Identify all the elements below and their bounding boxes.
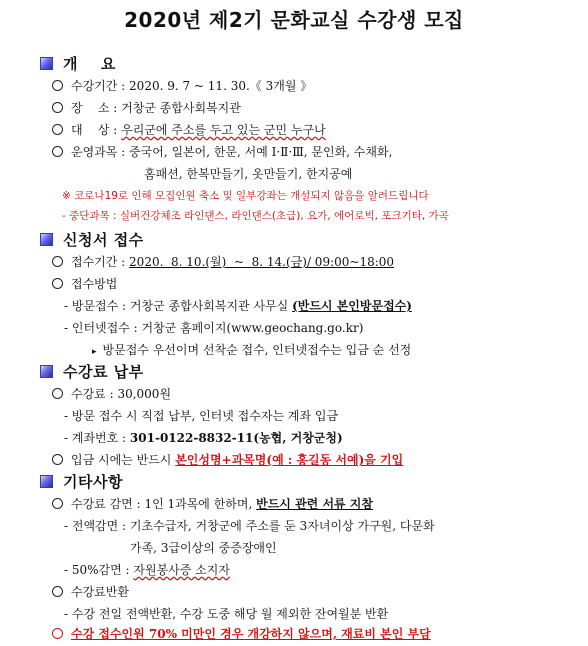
application-period xyxy=(52,252,394,272)
circle-bullet-icon xyxy=(52,454,63,465)
discount-text: 수강료 감면 : 1인 1과목에 한하며, xyxy=(71,497,257,511)
square-bullet-icon xyxy=(40,57,53,70)
overview-place xyxy=(52,98,241,118)
circle-bullet-icon xyxy=(52,256,63,267)
period-label: 수강기간 : xyxy=(71,79,130,93)
fee-label: 수강료 : xyxy=(71,387,118,401)
refund-label: 수강료반환 xyxy=(71,585,129,599)
fee-payment: - 방문 접수 시 직접 납부, 인터넷 접수자는 계좌 입금 xyxy=(64,409,339,423)
overview-period xyxy=(52,76,312,96)
circle-bullet-icon xyxy=(52,146,63,157)
circle-bullet-icon xyxy=(52,80,63,91)
circle-bullet-icon xyxy=(52,586,63,597)
closing-notice-text: 수강 접수인원 70% 미만인 경우 개강하지 않으며, xyxy=(71,627,342,641)
online-application: - 인터넷접수 : 거창군 홈페이지(www.geochang.go.kr) xyxy=(64,321,364,335)
visit-emphasis: (반드시 본인방문접수) xyxy=(292,299,412,313)
deposit-emphasis: 본인성명+과목명(예 : 홍길동 서예)을 기입 xyxy=(175,453,404,467)
closing-notice xyxy=(52,624,431,644)
overview-courses-line2: 홈패션, 한복만들기, 옷만들기, 한지공예 xyxy=(144,167,353,181)
priority-text: 방문접수 우선이며 선착순 접수, 인터넷접수는 입금 순 선정 xyxy=(102,343,412,357)
period-value: 2020. 9. 7 ~ 11. 30.《 3개월 》 xyxy=(129,79,313,93)
section-application-title: 신청서 접수 xyxy=(63,230,144,249)
refund-detail: - 수강 전일 전액반환, 수강 도중 해당 월 제외한 잔여월분 반환 xyxy=(64,607,389,621)
square-bullet-icon xyxy=(40,475,53,488)
square-bullet-icon xyxy=(40,365,53,378)
account-label: - 계좌번호 : xyxy=(64,431,130,445)
application-method xyxy=(52,274,117,294)
half-discount xyxy=(64,560,230,580)
application-period-label: 접수기간 : xyxy=(71,255,130,269)
place-label: 장 소 : xyxy=(71,101,122,115)
method-label: 접수방법 xyxy=(71,277,118,291)
target-label: 대 상 : xyxy=(71,123,122,137)
circle-bullet-icon xyxy=(52,498,63,509)
fee-deposit-note xyxy=(52,450,403,470)
section-fee-title: 수강료 납부 xyxy=(63,362,144,381)
account-value: 301-0122-8832-11(농협, 거창군청) xyxy=(129,431,343,445)
circle-bullet-icon xyxy=(52,124,63,135)
application-period-value: 2020. 8. 10.(월) ~ 8. 14.(금)/ 09:00~18:00 xyxy=(129,255,395,269)
circle-bullet-icon xyxy=(52,388,63,399)
half-discount-value: 자원봉사증 소지자 xyxy=(133,563,230,577)
courses-line1: 중국어, 일본어, 한문, 서예 Ⅰ·Ⅱ·Ⅲ, 문인화, 수채화, xyxy=(129,145,393,159)
section-fee-header xyxy=(40,360,144,382)
fee-amount xyxy=(52,384,171,404)
target-value: 우리군에 주소를 두고 있는 군민 누구나 xyxy=(121,123,326,137)
visit-text: - 방문접수 : 거창군 종합사회복지관 사무실 xyxy=(64,299,293,313)
overview-target xyxy=(52,120,326,140)
square-bullet-icon xyxy=(40,233,53,246)
priority-note xyxy=(92,340,411,360)
fee-value: 30,000원 xyxy=(117,387,172,401)
section-etc-title: 기타사항 xyxy=(63,472,123,491)
suspended-courses: - 중단과목 : 실버건강체조 라인댄스, 라인댄스(초급), 요가, 에어로빅, 포크기타, 가곡 xyxy=(62,210,449,222)
half-discount-label: - 50%감면 : xyxy=(64,563,134,577)
full-discount-line1: - 전액감면 : 기초수급자, 거창군에 주소를 둔 3자녀이상 가구원, 다문화 xyxy=(64,519,435,533)
section-application-header xyxy=(40,228,144,250)
covid-notice: ※ 코로나19로 인해 모집인원 축소 및 일부강좌는 개설되지 않음을 알려드립니다 xyxy=(62,190,429,202)
courses-label: 운영과목 : xyxy=(71,145,130,159)
visit-application xyxy=(64,296,412,316)
page-title: 2020년 제2기 문화교실 수강생 모집 xyxy=(124,8,464,32)
deposit-prefix: 입금 시에는 반드시 xyxy=(71,453,176,467)
refund xyxy=(52,582,129,602)
section-overview-header xyxy=(40,52,116,74)
circle-bullet-icon xyxy=(52,102,63,113)
section-overview-title: 개 요 xyxy=(63,54,116,73)
overview-courses xyxy=(52,142,392,162)
place-value: 거창군 종합사회복지관 xyxy=(121,101,241,115)
discount-emphasis: 반드시 관련 서류 지참 xyxy=(256,497,373,511)
fee-discount xyxy=(52,494,373,514)
fee-account xyxy=(64,428,343,448)
closing-notice-material: 재료비 본인 부담 xyxy=(341,627,431,641)
circle-bullet-icon xyxy=(52,628,63,639)
section-etc-header xyxy=(40,470,123,492)
triangle-bullet-icon: ▸ xyxy=(92,347,97,357)
circle-bullet-icon xyxy=(52,278,63,289)
full-discount-line2: 가족, 3급이상의 중증장애인 xyxy=(130,541,277,555)
